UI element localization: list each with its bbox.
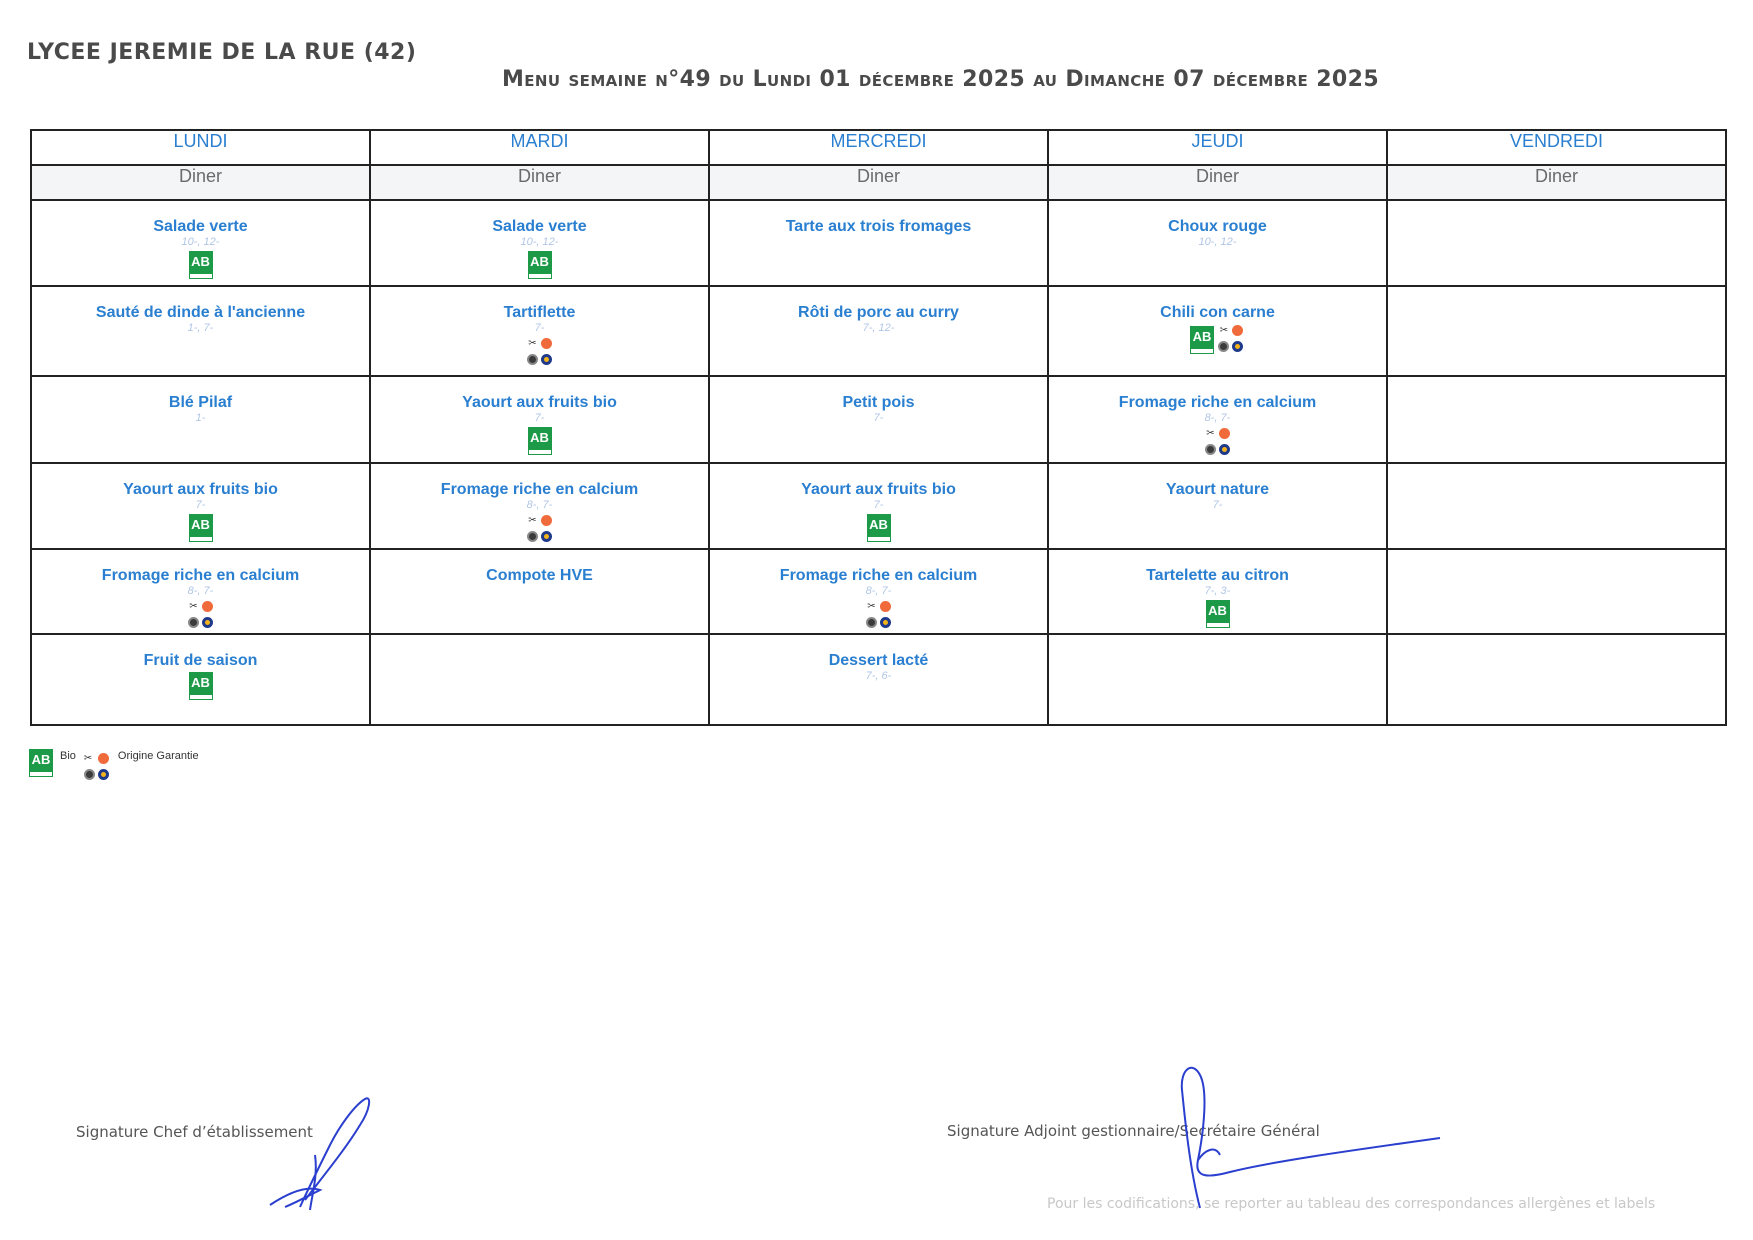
menu-cell [370, 286, 709, 376]
signature-adjoint-label: Signature Adjoint gestionnaire/Secrétaire Général [947, 1122, 1320, 1140]
menu-cell [1048, 286, 1387, 376]
bio-ab-icon: AB [1207, 601, 1229, 627]
meal-label: Diner [31, 165, 370, 200]
dish-name: Fromage riche en calcium [101, 567, 300, 584]
allergen-codes: 10-, 12- [520, 236, 559, 248]
menu-cell [31, 634, 370, 725]
menu-cell [1387, 286, 1726, 376]
days-header-row [31, 130, 1726, 165]
quality-labels [371, 428, 708, 454]
dish-name: Fromage riche en calcium [1118, 394, 1317, 411]
signature-chef-drawing [260, 1095, 380, 1210]
allergen-codes: 1- [195, 412, 206, 424]
dish-name: Dessert lacté [828, 652, 929, 669]
dish-name: Compote HVE [486, 567, 593, 584]
menu-cell [370, 549, 709, 634]
dish-name: Tarte aux trois fromages [785, 218, 972, 235]
meal-label: Diner [1048, 165, 1387, 200]
allergen-codes: 7- [873, 499, 884, 511]
dish-name: Salade verte [492, 218, 587, 235]
menu-cell [709, 634, 1048, 725]
day-header-friday: VENDREDI [1387, 130, 1726, 165]
menu-cell [1048, 549, 1387, 634]
origin-guarantee-icon: ✂ [1218, 325, 1244, 353]
legend-origin-label: Origine Garantie [117, 750, 199, 762]
quality-labels [1049, 601, 1386, 627]
bio-ab-icon: AB [529, 428, 551, 454]
meal-row [31, 165, 1726, 200]
dish-name: Fromage riche en calcium [779, 567, 978, 584]
menu-cell [1387, 463, 1726, 549]
quality-labels [32, 601, 369, 629]
quality-labels [371, 338, 708, 366]
dish-name: Tartiflette [503, 304, 576, 321]
origin-guarantee-icon: ✂ [866, 601, 892, 629]
allergen-codes: 8-, 7- [526, 499, 553, 511]
menu-cell [370, 200, 709, 286]
dish-name: Yaourt aux fruits bio [462, 394, 617, 411]
menu-cell [1387, 549, 1726, 634]
allergen-codes: 7-, 3- [1204, 585, 1231, 597]
footer-note: Pour les codifications, se reporter au tableau des correspondances allergènes et labels [1047, 1196, 1656, 1212]
menu-cell [370, 634, 709, 725]
menu-cell [370, 376, 709, 463]
bio-ab-icon: AB [30, 750, 52, 776]
allergen-codes: 8-, 7- [865, 585, 892, 597]
dish-name: Blé Pilaf [168, 394, 233, 411]
menu-row [31, 634, 1726, 725]
origin-guarantee-icon: ✂ [84, 753, 110, 781]
menu-cell [709, 463, 1048, 549]
quality-labels [371, 515, 708, 543]
menu-cell [31, 286, 370, 376]
legend-bio-label: Bio [60, 750, 76, 762]
menu-cell [1048, 463, 1387, 549]
bio-ab-icon: AB [1191, 327, 1213, 353]
menu-cell [370, 463, 709, 549]
allergen-codes: 7- [873, 412, 884, 424]
day-header-wednesday: MERCREDI [709, 130, 1048, 165]
quality-labels [710, 515, 1047, 541]
meal-label: Diner [709, 165, 1048, 200]
bio-ab-icon: AB [190, 673, 212, 699]
dish-name: Chili con carne [1160, 304, 1275, 321]
menu-cell [1048, 634, 1387, 725]
quality-labels [32, 515, 369, 541]
menu-cell [31, 549, 370, 634]
allergen-codes: 7-, 12- [862, 322, 895, 334]
labels-legend [30, 750, 199, 781]
menu-row [31, 286, 1726, 376]
bio-ab-icon: AB [190, 252, 212, 278]
quality-labels [32, 252, 369, 278]
allergen-codes: 7- [1212, 499, 1223, 511]
meal-label: Diner [370, 165, 709, 200]
allergen-codes: 8-, 7- [187, 585, 214, 597]
quality-labels [710, 601, 1047, 629]
dish-name: Petit pois [842, 394, 915, 411]
bio-ab-icon: AB [190, 515, 212, 541]
menu-cell [709, 286, 1048, 376]
meal-label: Diner [1387, 165, 1726, 200]
allergen-codes: 7- [195, 499, 206, 511]
menu-cell [709, 549, 1048, 634]
dish-name: Rôti de porc au curry [798, 304, 959, 321]
allergen-codes: 7-, 6- [865, 670, 892, 682]
origin-guarantee-icon: ✂ [1205, 428, 1231, 456]
dish-name: Sauté de dinde à l'ancienne [95, 304, 306, 321]
allergen-codes: 7- [534, 322, 545, 334]
menu-cell [1048, 376, 1387, 463]
dish-name: Fromage riche en calcium [440, 481, 639, 498]
quality-labels [1049, 325, 1386, 353]
dish-name: Fruit de saison [143, 652, 258, 669]
bio-ab-icon: AB [529, 252, 551, 278]
quality-labels [1049, 428, 1386, 456]
menu-cell [709, 200, 1048, 286]
quality-labels [32, 673, 369, 699]
menu-row [31, 200, 1726, 286]
menu-cell [1387, 376, 1726, 463]
day-header-thursday: JEUDI [1048, 130, 1387, 165]
weekly-menu-table [30, 129, 1727, 726]
menu-title: Menu semaine n°49 du Lundi 01 décembre 2025 au Dimanche 07 décembre 2025 [501, 67, 1380, 92]
origin-guarantee-icon: ✂ [527, 515, 553, 543]
menu-row [31, 549, 1726, 634]
bio-ab-icon: AB [868, 515, 890, 541]
day-header-tuesday: MARDI [370, 130, 709, 165]
school-name: LYCEE JEREMIE DE LA RUE (42) [27, 40, 417, 65]
menu-cell [1387, 200, 1726, 286]
allergen-codes: 10-, 12- [1198, 236, 1237, 248]
dish-name: Yaourt aux fruits bio [123, 481, 278, 498]
allergen-codes: 1-, 7- [187, 322, 214, 334]
day-header-monday: LUNDI [31, 130, 370, 165]
allergen-codes: 10-, 12- [181, 236, 220, 248]
menu-cell [1387, 634, 1726, 725]
dish-name: Tartelette au citron [1146, 567, 1289, 584]
dish-name: Yaourt aux fruits bio [801, 481, 956, 498]
origin-guarantee-icon: ✂ [188, 601, 214, 629]
origin-guarantee-icon: ✂ [527, 338, 553, 366]
quality-labels [371, 252, 708, 278]
menu-row [31, 376, 1726, 463]
menu-cell [31, 463, 370, 549]
dish-name: Salade verte [153, 218, 248, 235]
menu-row [31, 463, 1726, 549]
menu-cell [709, 376, 1048, 463]
menu-cell [31, 200, 370, 286]
allergen-codes: 8-, 7- [1204, 412, 1231, 424]
dish-name: Choux rouge [1168, 218, 1267, 235]
signature-chef-label: Signature Chef d’établissement [76, 1123, 313, 1141]
signature-adjoint-drawing [1160, 1060, 1450, 1210]
dish-name: Yaourt nature [1165, 481, 1270, 498]
allergen-codes: 7- [534, 412, 545, 424]
menu-cell [1048, 200, 1387, 286]
menu-cell [31, 376, 370, 463]
